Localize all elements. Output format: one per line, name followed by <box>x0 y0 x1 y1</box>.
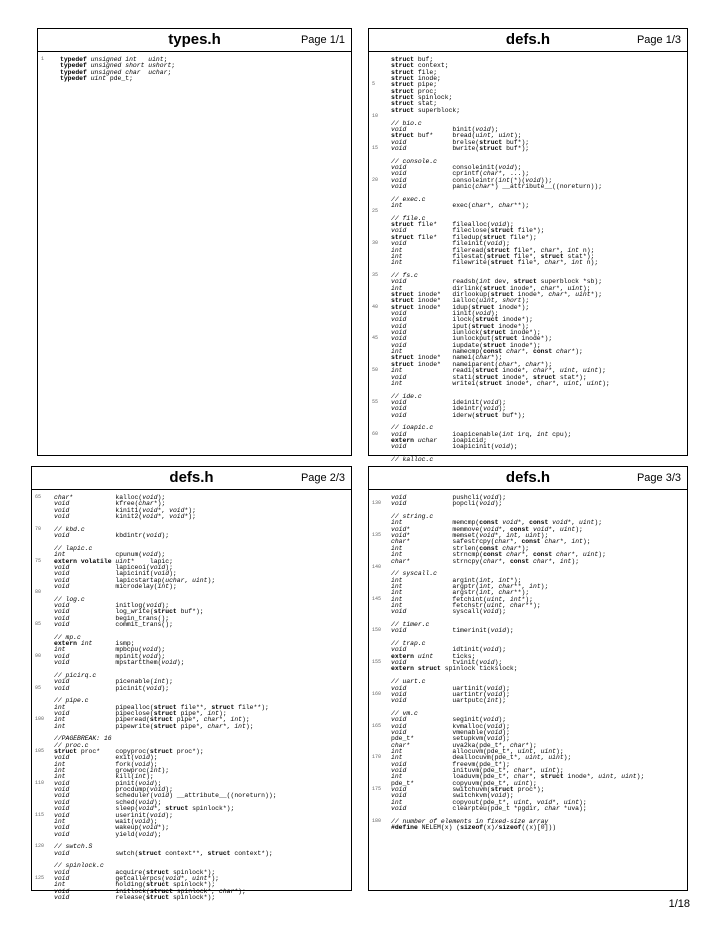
line-text: void uartputc(int); <box>391 697 507 705</box>
line-text: // exec.c <box>391 195 426 203</box>
line-text: int holding(struct spinlock*); <box>54 881 216 889</box>
line-text: void switchuvm(struct proc*); <box>391 786 545 794</box>
line-number: 75 <box>35 557 42 564</box>
line-text: int pipewrite(struct pipe*, char*, int); <box>54 722 254 730</box>
panel-defs-h-2 <box>31 466 352 902</box>
line-text: // log.c <box>54 595 85 603</box>
line-text: int fork(void); <box>54 760 158 768</box>
code-listing <box>38 55 351 455</box>
line-number: 180 <box>372 817 382 824</box>
line-text: void initlog(void); <box>54 601 170 609</box>
line-text: int strlen(const char*); <box>391 544 530 552</box>
line-number: 120 <box>35 843 45 850</box>
line-text: // ioapic.c <box>391 424 434 432</box>
line-text: void kbdintr(void); <box>54 532 170 540</box>
line-text: struct spinlock; <box>391 94 453 102</box>
line-text: void stati(struct inode*, struct stat*); <box>391 373 587 381</box>
line-text: int deallocuvm(pde_t*, uint, uint); <box>391 754 572 762</box>
line-text: void lapiceoi(void); <box>54 563 173 571</box>
line-number: 100 <box>35 716 45 723</box>
line-number: 10 <box>372 113 379 120</box>
line-text: extern struct spinlock tickslock; <box>391 665 518 673</box>
line-number: 155 <box>372 659 382 666</box>
line-text: int fileread(struct file*, char*, int n); <box>391 246 595 254</box>
line-text: void procdump(void); <box>54 786 173 794</box>
code-listing <box>32 493 351 902</box>
line-text: extern volatile uint* lapic; <box>54 557 173 565</box>
line-text: typedef uint pde_t; <box>60 75 133 83</box>
line-text: // kalloc.c <box>391 456 434 464</box>
line-text: int filestat(struct file*, struct stat*); <box>391 252 595 260</box>
line-text: int argstr(int, char**); <box>391 589 530 597</box>
panel-header <box>38 29 351 52</box>
line-text: void getcallerpcs(void*, uint*); <box>54 875 219 882</box>
line-text: struct proc; <box>391 87 438 95</box>
code-line <box>369 455 687 464</box>
line-text: void seginit(void); <box>391 716 507 724</box>
line-text: void iupdate(struct inode*); <box>391 341 541 349</box>
line-text: void kinit2(void*, void*); <box>54 513 196 521</box>
line-text: int kill(int); <box>54 773 154 781</box>
page-label: Page 3/3 <box>636 472 681 484</box>
line-text: struct inode* dirlookup(struct inode*, char*, uint*); <box>391 290 603 298</box>
line-text: // lapic.c <box>54 544 93 552</box>
line-number: 125 <box>35 875 45 881</box>
line-text: void pipeclose(struct pipe*, int); <box>54 709 227 717</box>
file-title: defs.h <box>505 469 551 486</box>
line-text: char* kalloc(void); <box>54 494 166 501</box>
line-text: // mp.c <box>54 633 81 641</box>
line-text: void timerinit(void); <box>391 627 514 635</box>
line-text: void kvmalloc(void); <box>391 722 510 730</box>
line-number: 90 <box>35 652 42 659</box>
line-text: void ioapicinit(void); <box>391 443 518 451</box>
line-text: int writei(struct inode*, char*, uint, uint); <box>391 379 610 387</box>
code-listing <box>369 55 687 464</box>
line-text: struct file* filedup(struct file*); <box>391 233 537 241</box>
page-label: Page 1/3 <box>636 34 681 46</box>
line-number: 60 <box>372 430 379 437</box>
line-text: void consoleinit(void); <box>391 163 522 171</box>
line-text: char* safestrcpy(char*, const char*, int); <box>391 538 591 546</box>
line-text: void vmenable(void); <box>391 728 510 736</box>
line-text: void ioapicenable(int irq, int cpu); <box>391 430 572 438</box>
line-text: void idtinit(void); <box>391 646 507 654</box>
line-text: // pipe.c <box>54 697 89 705</box>
line-text: //PAGEBREAK: 16 <box>54 735 112 743</box>
line-text: // vm.c <box>391 709 418 717</box>
line-text: struct pipe; <box>391 81 438 89</box>
line-number: 55 <box>372 398 379 405</box>
line-number: 20 <box>372 176 379 183</box>
line-text: void exit(void); <box>54 754 158 762</box>
line-text: void syscall(void); <box>391 608 507 616</box>
line-text: void kfree(char*); <box>54 500 166 508</box>
line-text: void ilock(struct inode*); <box>391 316 533 324</box>
line-text: // bio.c <box>391 119 422 127</box>
line-text: // spinlock.c <box>54 862 104 870</box>
panel-header <box>369 29 687 52</box>
line-text: void fileinit(void); <box>391 240 510 248</box>
line-text: void uartintr(void); <box>391 690 510 698</box>
line-text: void pushcli(void); <box>391 494 507 501</box>
line-text: // kbd.c <box>54 525 85 533</box>
line-text: void binit(void); <box>391 125 499 133</box>
line-text: int argint(int, int*); <box>391 576 522 584</box>
line-number: 15 <box>372 144 379 151</box>
line-text: int pipealloc(struct file**, struct file**); <box>54 703 269 711</box>
line-text: void iunlockput(struct inode*); <box>391 335 553 343</box>
line-text: struct inode* idup(struct inode*); <box>391 303 530 311</box>
line-text: struct inode; <box>391 75 441 83</box>
code-line <box>369 823 687 832</box>
line-text: void ideinit(void); <box>391 398 507 406</box>
line-text: int cpunum(void); <box>54 551 166 559</box>
line-text: void release(struct spinlock*); <box>54 894 216 902</box>
line-number: 135 <box>372 532 382 539</box>
line-text: int fetchstr(uint, char**); <box>391 601 541 609</box>
line-text: int readi(struct inode*, char*, uint, uint); <box>391 367 606 375</box>
line-text: // console.c <box>391 157 438 165</box>
line-text: extern int ismp; <box>54 640 135 648</box>
file-title: defs.h <box>169 469 214 486</box>
line-text: void freevm(pde_t*); <box>391 760 510 768</box>
line-text: void switchkvm(void); <box>391 792 514 800</box>
line-number: 50 <box>372 367 379 374</box>
line-text: void iderw(struct buf*); <box>391 411 526 419</box>
line-text: struct buf* bread(uint, uint); <box>391 132 522 140</box>
code-listing <box>369 493 687 890</box>
line-text: void commit_trans(); <box>54 621 173 628</box>
line-text: void sleep(void*, struct spinlock*); <box>54 805 235 813</box>
line-text: // uart.c <box>391 678 426 686</box>
line-number: 25 <box>372 208 379 215</box>
line-number: 70 <box>35 525 42 532</box>
line-text: struct inode* namei(char*); <box>391 354 503 362</box>
line-text: void picenable(int); <box>54 678 173 686</box>
line-number: 85 <box>35 621 42 627</box>
line-text: // number of elements in fixed-size array <box>391 817 549 825</box>
line-text: struct inode* ialloc(uint, short); <box>391 297 530 305</box>
line-text: void swtch(struct context**, struct context*); <box>54 849 273 857</box>
line-text: int wait(void); <box>54 817 158 825</box>
line-text: void iput(struct inode*); <box>391 322 530 330</box>
line-text: void acquire(struct spinlock*); <box>54 868 216 876</box>
line-text: void lapicinit(void); <box>54 570 177 578</box>
line-text: struct superblock; <box>391 106 461 114</box>
line-text: int dirlink(struct inode*, char*, uint); <box>391 284 591 292</box>
line-text: void inituvm(pde_t*, char*, uint); <box>391 767 564 775</box>
line-text: void initlock(struct spinlock*, char*); <box>54 887 246 895</box>
line-text: void fileclose(struct file*); <box>391 227 545 235</box>
code-line <box>38 74 351 83</box>
panel-defs-h-3 <box>368 466 688 891</box>
line-text: int exec(char*, char**); <box>391 202 530 210</box>
line-text: void tvinit(void); <box>391 659 503 667</box>
line-text: void ideintr(void); <box>391 405 507 413</box>
line-number: 165 <box>372 722 382 729</box>
line-text: int filewrite(struct file*, char*, int n); <box>391 259 599 267</box>
line-text: // swtch.S <box>54 843 93 851</box>
panel-header <box>369 467 687 490</box>
line-text: struct stat; <box>391 100 438 108</box>
line-number: 45 <box>372 335 379 342</box>
line-text: // timer.c <box>391 621 430 628</box>
line-text: int piperead(struct pipe*, char*, int); <box>54 716 250 724</box>
line-text: int copyout(pde_t*, uint, void*, uint); <box>391 798 587 806</box>
line-text: pde_t* copyuvm(pde_t*, uint); <box>391 779 537 787</box>
line-number: 140 <box>372 563 382 570</box>
line-text: void log_write(struct buf*); <box>54 608 204 616</box>
line-text: struct proc* copyproc(struct proc*); <box>54 748 204 755</box>
line-number: 35 <box>372 271 379 278</box>
line-text: void popcli(void); <box>391 500 503 508</box>
line-text: // file.c <box>391 214 426 222</box>
line-text: void userinit(void); <box>54 811 173 819</box>
panel-types-h <box>37 28 352 456</box>
line-number: 145 <box>372 595 382 602</box>
line-number: 1 <box>41 56 45 62</box>
line-text: // fs.c <box>391 271 418 279</box>
panel-header <box>32 467 351 490</box>
line-number: 115 <box>35 811 45 818</box>
line-number: 110 <box>35 779 45 786</box>
line-text: void* memset(void*, int, uint); <box>391 532 549 540</box>
line-text: void pinit(void); <box>54 779 162 787</box>
line-text: void iunlock(struct inode*); <box>391 329 541 337</box>
line-text: int strncmp(const char*, const char*, uint); <box>391 551 606 559</box>
line-text: void scheduler(void) __attribute__((noreturn)); <box>54 792 277 800</box>
page-label: Page 2/3 <box>300 472 345 484</box>
line-text: #define NELEM(x) (sizeof(x)/sizeof((x)[0])) <box>391 824 557 832</box>
line-number: 150 <box>372 627 382 634</box>
line-text: void wakeup(void*); <box>54 824 170 832</box>
line-text: typedef unsigned int uint; <box>60 56 168 63</box>
line-number: 95 <box>35 684 42 691</box>
line-text: void yield(void); <box>54 830 162 838</box>
line-text: void lapicstartap(uchar, uint); <box>54 576 216 584</box>
line-text: void consoleintr(int(*)(void)); <box>391 176 553 184</box>
line-text: // ide.c <box>391 392 422 400</box>
line-text: int memcmp(const void*, const void*, uint); <box>391 519 603 527</box>
line-text: pde_t* setupkvm(void); <box>391 735 510 743</box>
line-number: 65 <box>35 494 42 500</box>
line-text: struct context; <box>391 62 449 70</box>
line-text: typedef unsigned char uchar; <box>60 68 172 76</box>
line-text: char* strncpy(char*, const char*, int); <box>391 557 580 565</box>
line-text: // picirq.c <box>54 671 97 679</box>
line-text: struct buf; <box>391 56 434 63</box>
line-text: void* memmove(void*, const void*, uint); <box>391 525 583 533</box>
line-text: // trap.c <box>391 640 426 648</box>
line-text: extern uint ticks; <box>391 652 476 660</box>
line-text: void bwrite(struct buf*); <box>391 144 530 152</box>
line-text: void cprintf(char*, ...); <box>391 170 530 178</box>
line-number: 175 <box>372 786 382 793</box>
file-title: types.h <box>168 31 221 48</box>
line-text: // string.c <box>391 513 434 521</box>
line-text: // syscall.c <box>391 570 438 578</box>
page-number: 1/18 <box>668 898 690 910</box>
panel-defs-h-1 <box>368 28 688 464</box>
line-text: void begin_trans(); <box>54 614 170 622</box>
line-text: extern uchar ioapicid; <box>391 437 487 444</box>
line-text: void sched(void); <box>54 798 162 806</box>
line-text: struct inode* nameiparent(char*, char*); <box>391 360 553 368</box>
line-text: int allocuvm(pde_t*, uint, uint); <box>391 748 564 755</box>
line-text: int growproc(int); <box>54 767 170 775</box>
line-number: 40 <box>372 303 379 310</box>
line-text: void uartinit(void); <box>391 684 510 692</box>
line-number: 80 <box>35 589 42 596</box>
line-text: int argptr(int, char**, int); <box>391 582 549 590</box>
line-text: // proc.c <box>54 741 89 749</box>
line-number: 30 <box>372 240 379 247</box>
line-text: int fetchint(uint, int*); <box>391 595 533 603</box>
line-text: struct file* filealloc(void); <box>391 221 514 229</box>
file-title: defs.h <box>505 31 551 48</box>
line-number: 5 <box>372 81 376 88</box>
line-text: int namecmp(const char*, const char*); <box>391 348 583 356</box>
page-label: Page 1/1 <box>300 34 345 46</box>
line-number: 105 <box>35 748 45 754</box>
line-text: void picinit(void); <box>54 684 170 692</box>
line-text: void microdelay(int); <box>54 582 177 590</box>
line-text: int loaduvm(pde_t*, char*, struct inode*, uint, uint); <box>391 773 645 781</box>
line-text: void kinit1(void*, void*); <box>54 506 196 514</box>
line-text: int mpbcpu(void); <box>54 646 166 654</box>
line-text: void iinit(void); <box>391 310 499 317</box>
line-text: void mpinit(void); <box>54 652 166 660</box>
line-text: struct file; <box>391 68 438 76</box>
line-text: void clearpteu(pde_t *pgdir, char *uva); <box>391 805 587 813</box>
line-text: void mpstartthem(void); <box>54 659 185 667</box>
line-text: void readsb(int dev, struct superblock *sb); <box>391 278 603 286</box>
line-text: typedef unsigned short ushort; <box>60 62 176 70</box>
line-text: void panic(char*) __attribute__((noreturn)); <box>391 183 603 190</box>
line-number: 170 <box>372 754 382 761</box>
line-text: void brelse(struct buf*); <box>391 138 530 146</box>
code-line <box>32 893 351 902</box>
line-number: 160 <box>372 690 382 697</box>
line-text: char* uva2ka(pde_t*, char*); <box>391 741 537 749</box>
line-number: 130 <box>372 500 382 507</box>
